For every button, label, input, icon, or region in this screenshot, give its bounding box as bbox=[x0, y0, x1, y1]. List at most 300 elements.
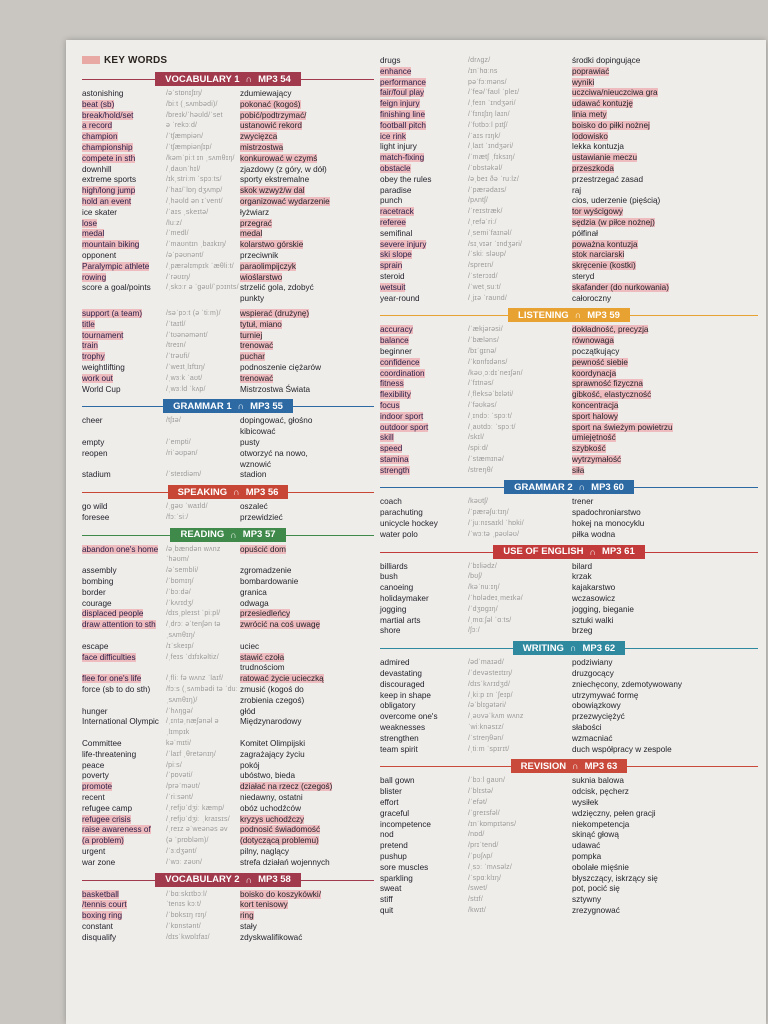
vocab-translation: sporty ekstremalne bbox=[240, 175, 310, 185]
vocab-entry bbox=[380, 745, 758, 756]
vocab-translation: przeszkoda bbox=[572, 163, 614, 173]
headphones-icon: ∩ bbox=[237, 401, 245, 412]
vocab-translation: niedawny, ostatni bbox=[240, 793, 303, 803]
vocab-entry bbox=[380, 142, 758, 153]
vocab-translation: przegrać bbox=[240, 218, 272, 228]
section-header-listening bbox=[380, 308, 758, 322]
vocab-entry bbox=[380, 423, 758, 434]
vocab-translation: bombardowanie bbox=[240, 577, 299, 587]
vocab-pronunciation: /əˈsembli/ bbox=[166, 567, 199, 575]
vocab-pronunciation: /fɔːs (ˌsʌmbədi tə ˈduː bbox=[166, 686, 238, 694]
audio-track-label: MP3 59 bbox=[587, 309, 620, 321]
vocab-pronunciation: /ˌfeɪs ˈdɪfɪkəltiz/ bbox=[166, 653, 219, 661]
vocab-term: stiff bbox=[380, 895, 393, 905]
vocab-entry bbox=[82, 331, 374, 342]
vocab-translation: pokój bbox=[240, 760, 260, 770]
vocab-pronunciation: /ˌtiːm ˈspɪrɪt/ bbox=[468, 745, 510, 753]
vocab-entry bbox=[82, 761, 374, 772]
vocab-entry bbox=[380, 88, 758, 99]
vocab-term: hold an event bbox=[82, 196, 132, 206]
headphones-icon: ∩ bbox=[245, 874, 253, 885]
vocab-translation: Międzynarodowy bbox=[240, 717, 302, 727]
vocab-entry bbox=[380, 369, 758, 380]
vocab-entry bbox=[380, 379, 758, 390]
vocab-term: wetsuit bbox=[380, 282, 406, 292]
vocab-translation: udawać bbox=[572, 841, 601, 851]
vocab-entry bbox=[380, 336, 758, 347]
vocab-term: admired bbox=[380, 658, 410, 668]
vocab-entry bbox=[380, 455, 758, 466]
vocab-pronunciation: /ˈtaɪtl/ bbox=[166, 320, 186, 328]
vocab-term: pushup bbox=[380, 852, 407, 861]
vocab-term: tournament bbox=[82, 330, 124, 340]
vocab-entry bbox=[82, 620, 374, 642]
vocab-term: outdoor sport bbox=[380, 422, 429, 432]
vocab-translation: gibkość, elastyczność bbox=[572, 390, 652, 400]
vocab-translation: otworzyć na nowo, bbox=[240, 448, 308, 458]
section-title: SPEAKING bbox=[177, 486, 228, 498]
vocab-term: balance bbox=[380, 336, 409, 346]
headphones-icon: ∩ bbox=[230, 529, 237, 540]
vocab-entry bbox=[82, 836, 374, 847]
vocab-entry bbox=[380, 616, 758, 627]
vocab-translation: lekka kontuzja bbox=[572, 142, 624, 152]
vocab-translation: pompka bbox=[572, 852, 602, 861]
vocab-entry bbox=[380, 820, 758, 831]
vocab-translation: ring bbox=[240, 911, 254, 921]
vocab-translation: pewność siebie bbox=[572, 357, 628, 367]
vocab-entry bbox=[82, 341, 374, 352]
vocab-term: boxing ring bbox=[82, 911, 123, 921]
vocab-pronunciation: /ˈgreɪsfəl/ bbox=[468, 809, 500, 817]
vocab-term: high/long jump bbox=[82, 186, 136, 196]
vocab-term: bush bbox=[380, 572, 398, 582]
vocab-pronunciation: /əˌbeɪ ðə ˈruːlz/ bbox=[468, 175, 520, 183]
section-header-revision bbox=[380, 759, 758, 773]
section-header-writing bbox=[380, 641, 758, 655]
vocab-term: life-threatening bbox=[82, 749, 137, 759]
vocab-entry bbox=[380, 626, 758, 637]
vocab-entry bbox=[380, 691, 758, 702]
vocab-entry bbox=[380, 121, 758, 132]
vocab-translation: niekompetencja bbox=[572, 819, 630, 829]
vocab-term: displaced people bbox=[82, 609, 144, 619]
vocab-pronunciation: /ˈɜːdʒənt/ bbox=[166, 848, 197, 855]
vocab-translation: sprawność fizyczna bbox=[572, 379, 643, 389]
vocab-pronunciation: /ˌrefjʊˈdʒiː kæmp/ bbox=[166, 804, 225, 812]
vocab-entry bbox=[82, 793, 374, 804]
section-title-badge bbox=[155, 873, 301, 887]
headphones-icon: ∩ bbox=[233, 487, 240, 498]
section-title: VOCABULARY 1 bbox=[165, 73, 240, 85]
vocab-term: ski slope bbox=[380, 250, 412, 260]
vocab-term: foresee bbox=[82, 512, 110, 522]
vocab-pronunciation: /kəˈnuːɪŋ/ bbox=[468, 584, 500, 592]
vocab-pronunciation: /kəʊˌɔːdɪˈneɪʃən/ bbox=[468, 369, 523, 377]
vocab-pronunciation: /səˈpɔːt (ə ˈtiːm)/ bbox=[166, 309, 221, 317]
vocab-entry bbox=[82, 599, 374, 610]
vocab-term: match-fixing bbox=[380, 153, 425, 163]
vocab-pronunciation: /ˈstæmɪnə/ bbox=[468, 455, 504, 463]
vocab-pronunciation: /əˌbændən wʌnz ˈhəʊm/ bbox=[166, 545, 221, 564]
vocab-entry bbox=[380, 444, 758, 455]
vocab-entry bbox=[380, 787, 758, 798]
vocab-entry bbox=[82, 89, 374, 100]
vocab-translation: skręcenie (kostki) bbox=[572, 261, 636, 271]
vocab-pronunciation: /ˌɪntəˌnæʃənəl əˌlɪmpɪk bbox=[166, 718, 219, 737]
vocab-entry bbox=[82, 219, 374, 230]
vocab-translation: (dotyczącą problemu) bbox=[240, 836, 319, 846]
vocab-entry bbox=[82, 460, 374, 471]
vocab-term: martial arts bbox=[380, 615, 421, 625]
vocab-pronunciation: /ˈpɒvəti/ bbox=[166, 772, 193, 780]
vocab-translation: boisko do koszykówki/ bbox=[240, 889, 321, 899]
vocab-pronunciation: /ˈbɑːskɪtbɔːl/ bbox=[166, 890, 208, 898]
vocab-entry bbox=[82, 717, 374, 739]
vocab-entry bbox=[82, 416, 374, 427]
vocab-entry bbox=[82, 251, 374, 262]
vocab-translation: poprawiać bbox=[572, 66, 610, 76]
headphones-icon: ∩ bbox=[574, 310, 582, 321]
vocab-term: unicycle hockey bbox=[380, 519, 438, 529]
vocab-term: Paralympic athlete bbox=[82, 261, 150, 271]
vocab-pronunciation: /sɪˌvɪər ˈɪndʒəri/ bbox=[468, 240, 523, 248]
vocab-term: fitness bbox=[380, 379, 404, 389]
section-title-badge bbox=[508, 308, 630, 322]
vocab-entry bbox=[82, 642, 374, 653]
left-sections bbox=[82, 72, 374, 944]
vocab-term: trophy bbox=[82, 352, 105, 362]
vocab-translation: przestrzegać zasad bbox=[572, 174, 643, 184]
vocab-term: year-round bbox=[380, 293, 420, 303]
vocab-term: sparkling bbox=[380, 873, 413, 883]
vocab-translation: wzmacniać bbox=[572, 733, 613, 743]
vocab-term: score a goal/points bbox=[82, 283, 151, 293]
vocab-translation: hokej na monocyklu bbox=[572, 519, 645, 529]
vocab-pronunciation: /ˈblɪstə/ bbox=[468, 788, 494, 796]
audio-track-label: MP3 55 bbox=[250, 400, 283, 412]
vocab-pronunciation: /ˈwɔː zəʊn/ bbox=[166, 858, 203, 866]
vocab-pronunciation: /piːs/ bbox=[166, 761, 182, 769]
vocab-translation: wytrzymałość bbox=[572, 454, 622, 464]
audio-track-label: MP3 61 bbox=[601, 546, 635, 558]
vocab-translation: Komitet Olimpijski bbox=[240, 739, 306, 749]
vocab-term: performance bbox=[380, 77, 426, 87]
vocab-term: coach bbox=[380, 497, 402, 507]
vocab-translation: kryzys uchodźczy bbox=[240, 814, 305, 824]
vocab-translation: koncentracja bbox=[572, 400, 619, 410]
vocab-term: support (a team) bbox=[82, 308, 143, 318]
right-sections bbox=[380, 56, 758, 917]
vocab-translation: opuścić dom bbox=[240, 544, 286, 554]
vocab-entry bbox=[82, 273, 374, 284]
section-title: READING bbox=[180, 529, 225, 541]
vocab-term: extreme sports bbox=[82, 175, 137, 185]
vocab-term: referee bbox=[380, 217, 406, 227]
vocab-term: weaknesses bbox=[380, 723, 426, 733]
vocab-entry bbox=[380, 240, 758, 251]
vocab-pronunciation: /ˌfliː fə wʌnz ˈlaɪf/ bbox=[166, 675, 224, 683]
vocab-pronunciation: /ˈhɒlədeɪˌmeɪkə/ bbox=[468, 595, 523, 603]
vocab-term: compete in sth bbox=[82, 153, 136, 163]
vocab-translation: kibicować bbox=[240, 427, 276, 437]
vocab-term: severe injury bbox=[380, 239, 427, 249]
vocab-term: escape bbox=[82, 641, 109, 651]
vocab-pronunciation: /ˈfʊtbɔːl pɪtʃ/ bbox=[468, 121, 508, 129]
vocab-pronunciation: ˈwiːknəsɪz/ bbox=[468, 724, 504, 732]
vocab-pronunciation: /ˌɪndɔː ˈspɔːt/ bbox=[468, 412, 513, 420]
vocab-term: work out bbox=[82, 373, 113, 383]
vocab-entry bbox=[82, 900, 374, 911]
vocab-translation: środki dopingujące bbox=[572, 56, 641, 65]
vocab-term: ball gown bbox=[380, 776, 415, 786]
vocab-pronunciation: /ˈkɒnstənt/ bbox=[166, 922, 201, 930]
vocab-pronunciation: /ˈrəʊɪŋ/ bbox=[166, 273, 191, 281]
vocab-term: force (sb to do sth) bbox=[82, 685, 151, 695]
vocab-pronunciation: /ədˈmaɪəd/ bbox=[468, 659, 505, 667]
vocab-pronunciation: /kwɪt/ bbox=[468, 906, 487, 914]
vocab-translation: wznowić bbox=[240, 459, 271, 469]
vocab-entry bbox=[82, 186, 374, 197]
vocab-entry bbox=[82, 121, 374, 132]
vocab-pronunciation: /ˈækjərəsi/ bbox=[468, 326, 503, 334]
vocab-term: jogging bbox=[380, 604, 407, 614]
vocab-entry bbox=[82, 609, 374, 620]
vocab-term: obstacle bbox=[380, 163, 411, 173]
vocab-translation: głód bbox=[240, 706, 256, 716]
vocab-entry bbox=[82, 674, 374, 685]
vocab-translation: wioślarstwo bbox=[240, 272, 283, 282]
vocab-pronunciation: /ˈfɪnɪʃɪŋ laɪn/ bbox=[468, 110, 510, 118]
audio-track-label: MP3 60 bbox=[591, 481, 624, 493]
vocab-term: devastating bbox=[380, 669, 422, 679]
vocab-term: beat (sb) bbox=[82, 99, 115, 109]
vocab-entry bbox=[82, 197, 374, 208]
section-header-grammar-1 bbox=[82, 399, 374, 413]
vocab-pronunciation: /əˈpəʊnənt/ bbox=[166, 251, 204, 259]
vocab-term: stadium bbox=[82, 470, 111, 480]
vocab-translation: siła bbox=[572, 465, 585, 475]
vocab-entry bbox=[380, 809, 758, 820]
vocab-pronunciation: /ˈstreŋθən/ bbox=[468, 734, 504, 742]
vocab-pronunciation: ˌsʌmθɪŋ)/ bbox=[166, 696, 198, 704]
vocab-translation: obolałe mięśnie bbox=[572, 862, 629, 872]
vocab-term: confidence bbox=[380, 357, 420, 367]
vocab-entry bbox=[82, 165, 374, 176]
vocab-translation: szybkość bbox=[572, 444, 606, 454]
vocab-entry bbox=[82, 438, 374, 449]
vocab-entry bbox=[380, 798, 758, 809]
vocab-term: refugee camp bbox=[82, 803, 133, 813]
vocab-pronunciation: /fɔːˈsiː/ bbox=[166, 513, 189, 521]
vocab-translation: cios, uderzenie (pięścią) bbox=[572, 196, 661, 206]
vocab-translation: trenować bbox=[240, 373, 274, 383]
vocab-pronunciation: /ˈriːsənt/ bbox=[166, 794, 194, 802]
vocab-entry bbox=[380, 701, 758, 712]
vocab-pronunciation: ə ˈrekɔːd/ bbox=[166, 122, 198, 130]
vocab-pronunciation: /ˈbæləns/ bbox=[468, 337, 499, 345]
vocab-pronunciation: /ɪˈskeɪp/ bbox=[166, 642, 194, 650]
vocab-entry bbox=[380, 572, 758, 583]
vocab-pronunciation: /əˈblɪgətəri/ bbox=[468, 702, 507, 710]
section-title: USE OF ENGLISH bbox=[503, 546, 584, 558]
vocab-term: sore muscles bbox=[380, 862, 429, 872]
vocab-entry bbox=[380, 218, 758, 229]
vocab-term: hunger bbox=[82, 706, 108, 716]
section-title: GRAMMAR 2 bbox=[514, 481, 573, 493]
vocab-translation: udawać kontuzję bbox=[572, 99, 633, 109]
vocab-entry bbox=[380, 294, 758, 305]
section-header-speaking bbox=[82, 485, 374, 499]
vocab-term: flee for one's life bbox=[82, 674, 142, 684]
vocab-term: discouraged bbox=[380, 679, 425, 689]
vocab-entry bbox=[82, 208, 374, 219]
vocab-translation: sędzia (w piłce nożnej) bbox=[572, 217, 655, 227]
vocab-translation: wyniki bbox=[572, 77, 595, 87]
vocab-translation: kort tenisowy bbox=[240, 900, 288, 910]
vocab-entry bbox=[380, 186, 758, 197]
vocab-entry bbox=[380, 67, 758, 78]
vocab-translation: piłka wodna bbox=[572, 529, 616, 539]
section-title: VOCABULARY 2 bbox=[165, 874, 240, 886]
vocab-translation: poważna kontuzja bbox=[572, 239, 638, 249]
vocab-translation: pilny, naglący bbox=[240, 847, 290, 856]
audio-track-label: MP3 54 bbox=[258, 73, 291, 85]
vocab-entry bbox=[380, 852, 758, 863]
vocab-term: rowing bbox=[82, 272, 107, 282]
vocab-term: /tennis court bbox=[82, 900, 127, 910]
vocab-pronunciation: /ˌfeɪn ˈɪndʒəri/ bbox=[468, 100, 516, 108]
vocab-translation: zdyskwalifikować bbox=[240, 932, 303, 942]
vocab-pronunciation: /ˈbɔːl gaʊn/ bbox=[468, 777, 506, 785]
vocab-translation: stadion bbox=[240, 470, 267, 480]
vocab-translation: kajakarstwo bbox=[572, 583, 616, 593]
vocab-entry bbox=[82, 545, 374, 567]
vocab-translation: wspierać (drużynę) bbox=[240, 308, 310, 318]
vocab-translation: linia mety bbox=[572, 109, 607, 119]
vocab-entry bbox=[82, 653, 374, 664]
section-title: GRAMMAR 1 bbox=[173, 400, 232, 412]
vocab-term: strength bbox=[380, 465, 410, 475]
section-header-vocabulary-2 bbox=[82, 873, 374, 887]
vocab-pronunciation: /ˈempti/ bbox=[166, 438, 191, 446]
vocab-pronunciation: /ɪnˈhɑːns bbox=[468, 67, 498, 75]
vocab-entry bbox=[82, 363, 374, 374]
vocab-pronunciation: /ˈkɒnfɪdəns/ bbox=[468, 358, 508, 366]
vocab-pronunciation: pəˈfɔːməns/ bbox=[468, 78, 507, 86]
section-title-badge bbox=[493, 545, 644, 559]
vocab-translation: tytuł, miano bbox=[240, 319, 282, 329]
vocab-pronunciation: /breɪk/ˈhəʊld/ˈset bbox=[166, 111, 223, 119]
vocab-translation: lodowisko bbox=[572, 131, 608, 141]
vocab-translation: zmusić (kogoś do bbox=[240, 685, 304, 695]
vocab-pronunciation: /ˌkiːp ɪn ˈʃeɪp/ bbox=[468, 691, 513, 699]
vocab-translation: błyszczący, iskrzący się bbox=[572, 873, 658, 883]
vocab-entry bbox=[380, 196, 758, 207]
vocab-translation: boisko do piłki nożnej bbox=[572, 120, 650, 130]
vocab-entry bbox=[82, 449, 374, 460]
heading-marker bbox=[82, 56, 100, 64]
vocab-pronunciation: /ˈmaʊntɪn ˌbaɪkɪŋ/ bbox=[166, 241, 227, 249]
vocab-entry bbox=[380, 433, 758, 444]
vocab-pronunciation: /spreɪn/ bbox=[468, 262, 494, 270]
vocab-translation: odwaga bbox=[240, 598, 269, 608]
vocab-term: water polo bbox=[380, 529, 418, 539]
vocab-pronunciation: /pʌntʃ/ bbox=[468, 197, 489, 205]
vocab-translation: odcisk, pęcherz bbox=[572, 787, 629, 797]
vocab-entry bbox=[82, 750, 374, 761]
vocab-term: train bbox=[82, 341, 98, 351]
vocab-pronunciation: /ˈspɑːklɪŋ/ bbox=[468, 874, 502, 882]
vocab-pronunciation: /ˌfleksəˈbɪləti/ bbox=[468, 391, 514, 399]
vocab-entry bbox=[380, 884, 758, 895]
vocab-entry bbox=[82, 696, 374, 707]
vocab-translation: podnosić świadomość bbox=[240, 825, 321, 835]
vocab-translation: zgromadzenie bbox=[240, 566, 292, 576]
vocab-entry bbox=[380, 56, 758, 67]
vocab-entry bbox=[82, 352, 374, 363]
vocab-entry bbox=[380, 497, 758, 508]
vocab-term: quit bbox=[380, 905, 394, 915]
vocab-translation: wdzięczny, pełen gracji bbox=[572, 808, 656, 818]
vocab-term: go wild bbox=[82, 502, 108, 512]
vocab-translation: działać na rzecz (czegoś) bbox=[240, 782, 333, 792]
vocab-term: paradise bbox=[380, 185, 412, 195]
vocab-translation: utrzymywać formę bbox=[572, 690, 639, 700]
vocab-entry bbox=[380, 325, 758, 336]
vocab-pronunciation: /streŋθ/ bbox=[468, 466, 493, 474]
vocab-translation: turniej bbox=[240, 330, 263, 340]
vocab-translation: suknia balowa bbox=[572, 776, 624, 786]
vocab-term: sweat bbox=[380, 884, 402, 894]
vocab-translation: trudnościom bbox=[240, 663, 285, 673]
vocab-term: finishing line bbox=[380, 109, 426, 119]
section-title: WRITING bbox=[522, 642, 564, 654]
vocab-term: weightlifting bbox=[82, 362, 125, 372]
vocab-translation: sport halowy bbox=[572, 411, 618, 421]
vocab-term: break/hold/set bbox=[82, 110, 134, 120]
vocab-entry bbox=[380, 347, 758, 358]
vocab-translation: duch współpracy w zespole bbox=[572, 744, 672, 754]
vocab-pronunciation: /ˈtʊənəmənt/ bbox=[166, 331, 208, 339]
vocab-term: team spirit bbox=[380, 744, 418, 754]
audio-track-label: MP3 58 bbox=[258, 874, 291, 886]
vocab-pronunciation: /ʃɔː/ bbox=[468, 627, 480, 635]
vocab-translation: zniechęcony, zdemotywowany bbox=[572, 679, 682, 689]
vocab-pronunciation: /ˌmɑːʃəl ˈɑːts/ bbox=[468, 616, 512, 624]
vocab-pronunciation: /spiːd/ bbox=[468, 445, 489, 453]
vocab-entry bbox=[380, 261, 758, 272]
vocab-translation: Mistrzostwa Świata bbox=[240, 384, 311, 394]
vocab-pronunciation: /ˌgəʊ ˈwaɪld/ bbox=[166, 503, 208, 511]
section-title-badge bbox=[513, 641, 625, 655]
vocab-term: accuracy bbox=[380, 325, 413, 335]
vocab-translation: sztywny bbox=[572, 895, 602, 905]
vocab-entry bbox=[380, 272, 758, 283]
vocab-translation: pot, pocić się bbox=[572, 884, 620, 894]
vocab-entry bbox=[380, 207, 758, 218]
vocab-pronunciation: /ˈɒbstəkəl/ bbox=[468, 164, 503, 172]
vocab-term: assembly bbox=[82, 566, 117, 576]
vocab-term: feign injury bbox=[380, 99, 420, 109]
vocab-pronunciation: /ˈdʒɒgɪŋ/ bbox=[468, 605, 498, 613]
vocab-translation: zwycięzca bbox=[240, 132, 278, 142]
vocab-entry bbox=[82, 815, 374, 826]
vocab-entry bbox=[380, 283, 758, 294]
vocab-translation: strefa działań wojennych bbox=[240, 857, 330, 867]
vocab-pronunciation: /ɪkˌstriːm ˈspɔːts/ bbox=[166, 176, 222, 184]
vocab-translation: ustanowić rekord bbox=[240, 121, 302, 131]
